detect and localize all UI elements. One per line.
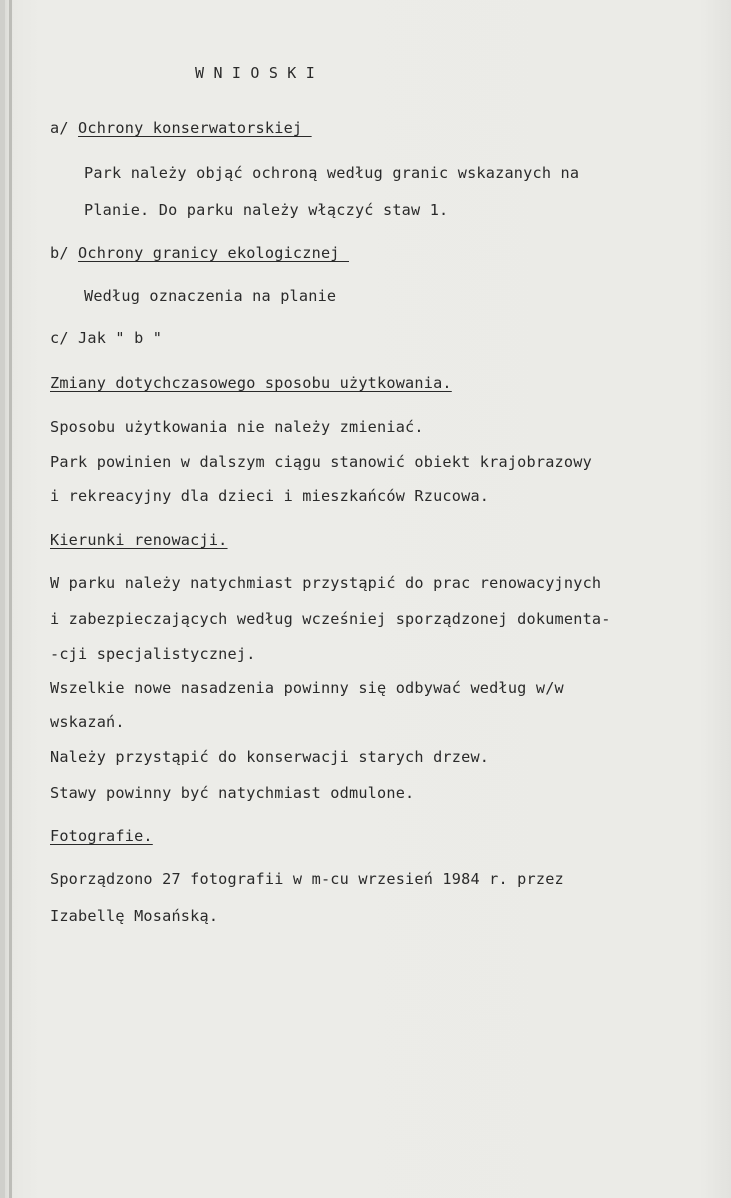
heading-zmiany: Zmiany dotychczasowego sposobu użytkowania. (50, 374, 452, 392)
zmiany-text-3: i rekreacyjny dla dzieci i mieszkańców Rzucowa. (50, 487, 490, 505)
zmiany-text-2: Park powinien w dalszym ciągu stanowić obiekt krajobrazowy (50, 453, 592, 471)
kierunki-text-5: wskazań. (50, 713, 125, 731)
section-b-label: b/ (50, 244, 79, 262)
kierunki-text-3: -cji specjalistycznej. (50, 645, 256, 663)
section-b-heading: Ochrony granicy ekologicznej (78, 244, 349, 262)
section-a-text-1: Park należy objąć ochroną według granic wskazanych na (84, 164, 580, 182)
heading-fotografie: Fotografie. (50, 827, 153, 845)
kierunki-text-1: W parku należy natychmiast przystąpić do prac renowacyjnych (50, 574, 602, 592)
zmiany-text-1: Sposobu użytkowania nie należy zmieniać. (50, 418, 424, 436)
fotografie-text-1: Sporządzono 27 fotografii w m-cu wrzesień 1984 r. przez (50, 870, 564, 888)
section-a-heading: Ochrony konserwatorskiej (78, 119, 312, 137)
section-b (50, 243, 349, 263)
kierunki-text-7: Stawy powinny być natychmiast odmulone. (50, 784, 415, 802)
section-a-label: a/ (50, 119, 79, 137)
page-title: W N I O S K I (195, 64, 315, 82)
section-a-text-2: Planie. Do parku należy włączyć staw 1. (84, 201, 449, 219)
section-c: c/ Jak " b " (50, 329, 163, 347)
fotografie-text-2: Izabellę Mosańską. (50, 907, 219, 925)
section-b-text-1: Według oznaczenia na planie (84, 287, 337, 305)
kierunki-text-4: Wszelkie nowe nasadzenia powinny się odbywać według w/w (50, 679, 564, 697)
page-edge (0, 0, 5, 1198)
kierunki-text-6: Należy przystąpić do konserwacji starych drzew. (50, 748, 490, 766)
kierunki-text-2: i zabezpieczających według wcześniej sporządzonej dokumenta- (50, 610, 611, 628)
heading-kierunki: Kierunki renowacji. (50, 531, 228, 549)
binding-line (9, 0, 12, 1198)
section-a (50, 118, 312, 138)
